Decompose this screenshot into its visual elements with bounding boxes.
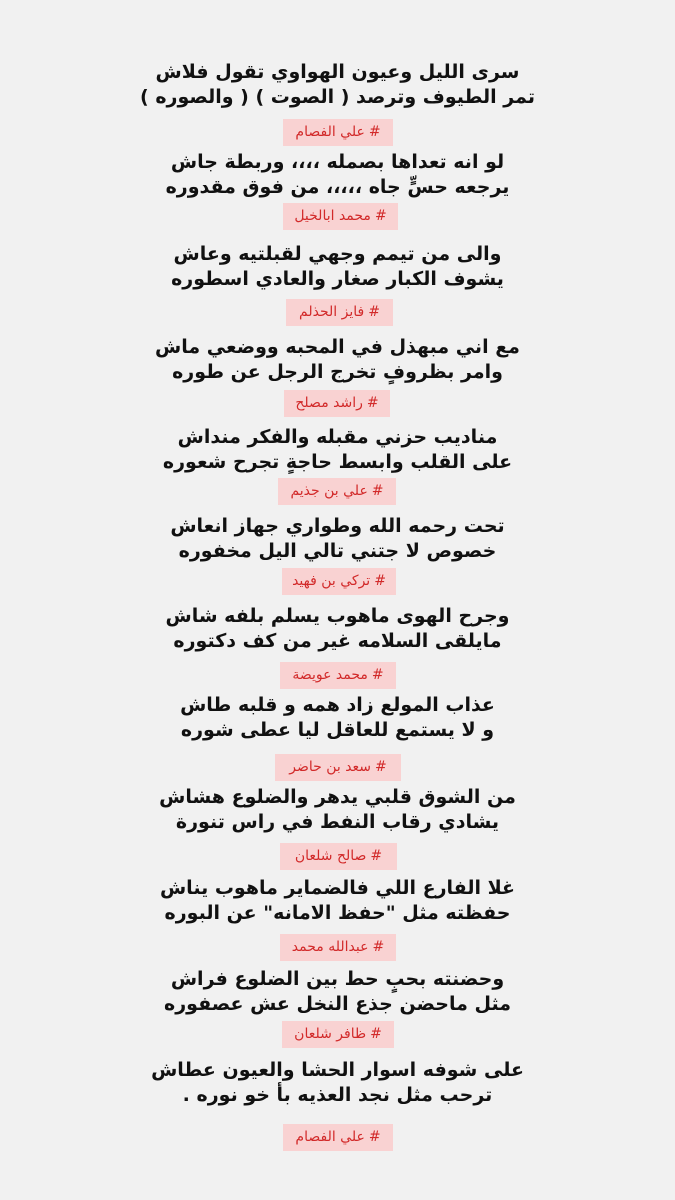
poem-stanza [0, 785, 675, 835]
hash-icon: # [374, 573, 386, 589]
author-name: علي بن جذيم [290, 483, 368, 499]
poem-stanza [0, 604, 675, 654]
author-name: سعد بن حاضر [289, 759, 372, 775]
poem-stanza [0, 967, 675, 1017]
author-hashtag[interactable] [280, 934, 396, 961]
verse-line: يشوف الكبار صغار والعادي اسطوره [171, 268, 504, 290]
poem-stanza [0, 335, 675, 385]
author-hashtag[interactable] [282, 1021, 394, 1048]
verse-line: والى من تيمم وجهي لقبلتيه وعاش [173, 243, 502, 265]
hash-icon: # [371, 667, 384, 683]
author-hashtag[interactable] [284, 390, 390, 417]
verse-line: لو انه تعداها بصمله ،،،، وربطة جاش [170, 151, 505, 173]
verse-line: على القلب وابسط حاجةٍ تجرح شعوره [162, 451, 513, 473]
author-hashtag[interactable] [283, 119, 393, 146]
hash-icon: # [374, 208, 387, 224]
author-name: محمد ابالخيل [294, 208, 371, 224]
poem-stanza [0, 876, 675, 926]
hash-icon: # [366, 395, 379, 411]
verse-line: مثل ماحضن جذع النخل عش عصفوره [164, 993, 511, 1015]
verse-line: مناديب حزني مقبله والفكر منداش [177, 426, 498, 448]
author-hashtag[interactable] [280, 843, 397, 870]
verse-line: يرجعه حسٍّ جاه ،،،،، من فوق مقدوره [165, 176, 510, 198]
verse-line: تحت رحمه الله وطواري جهاز انعاش [170, 515, 505, 537]
author-name: علي الفصام [295, 1129, 365, 1145]
poem-stanza [0, 242, 675, 292]
author-name: تركي بن فهيد [292, 573, 371, 589]
verse-line: مع اني مبهذل في المحبه ووضعي ماش [155, 336, 520, 358]
hash-icon: # [370, 848, 383, 864]
verse-line: سرى الليل وعيون الهواوي تقول فلاش [155, 61, 520, 83]
hash-icon: # [368, 124, 381, 140]
hash-icon: # [368, 304, 380, 320]
poem-stanza [0, 425, 675, 475]
hash-icon: # [375, 759, 387, 775]
verse-line: من الشوق قلبي يدهر والضلوع هشاش [159, 786, 516, 808]
verse-line: غلا الفارع اللي فالضماير ماهوب يناش [159, 877, 516, 899]
hash-icon: # [368, 1129, 381, 1145]
verse-line: يشادي رقاب النفط في راس تنورة [175, 811, 500, 833]
hash-icon: # [371, 483, 384, 499]
verse-line: على شوفه اسوار الحشا والعيون عطاش [151, 1059, 524, 1081]
verse-line: عذاب المولع زاد همه و قلبه طاش [180, 694, 495, 716]
author-hashtag[interactable] [280, 662, 396, 689]
poem-intro [0, 60, 675, 110]
verse-line: وامر بظروفٍ تخرج الرجل عن طوره [172, 361, 503, 383]
poem-stanza [0, 514, 675, 564]
verse-line: مايلقى السلامه غير من كف دكتوره [173, 630, 502, 652]
hash-icon: # [372, 939, 385, 955]
author-hashtag[interactable] [286, 299, 393, 326]
author-name: فايز الحذلم [299, 304, 365, 320]
verse-line: وجرح الهوى ماهوب يسلم بلفه شاش [165, 605, 510, 627]
author-name: عبدالله محمد [291, 939, 369, 955]
author-name: علي الفصام [295, 124, 365, 140]
author-hashtag[interactable] [283, 203, 398, 230]
verse-line: خصوص لا جتني تالي اليل مخفوره [178, 540, 497, 562]
author-name: ظافر شلعان [294, 1026, 367, 1042]
poem-stanza [0, 693, 675, 743]
verse-line: ترحب مثل نجد العذيه بأ خو نوره . [182, 1084, 493, 1106]
author-name: صالح شلعان [294, 848, 367, 864]
author-hashtag[interactable] [278, 478, 396, 505]
verse-line: وحضنته بحبٍ حط بين الضلوع فراش [170, 968, 505, 990]
verse-line: حفظته مثل "حفظ الامانه" عن البوره [164, 902, 511, 924]
hash-icon: # [370, 1026, 382, 1042]
verse-line: و لا يستمع للعاقل ليا عطى شوره [180, 719, 495, 741]
verse-line: تمر الطيوف وترصد ( الصوت ) ( والصوره ) [140, 86, 535, 108]
author-hashtag[interactable] [275, 754, 401, 781]
author-name: محمد عويضة [292, 667, 368, 683]
author-hashtag[interactable] [282, 568, 396, 595]
author-name: راشد مصلح [295, 395, 363, 411]
poem-stanza [0, 150, 675, 200]
author-hashtag[interactable] [283, 1124, 393, 1151]
poem-stanza [0, 1058, 675, 1108]
